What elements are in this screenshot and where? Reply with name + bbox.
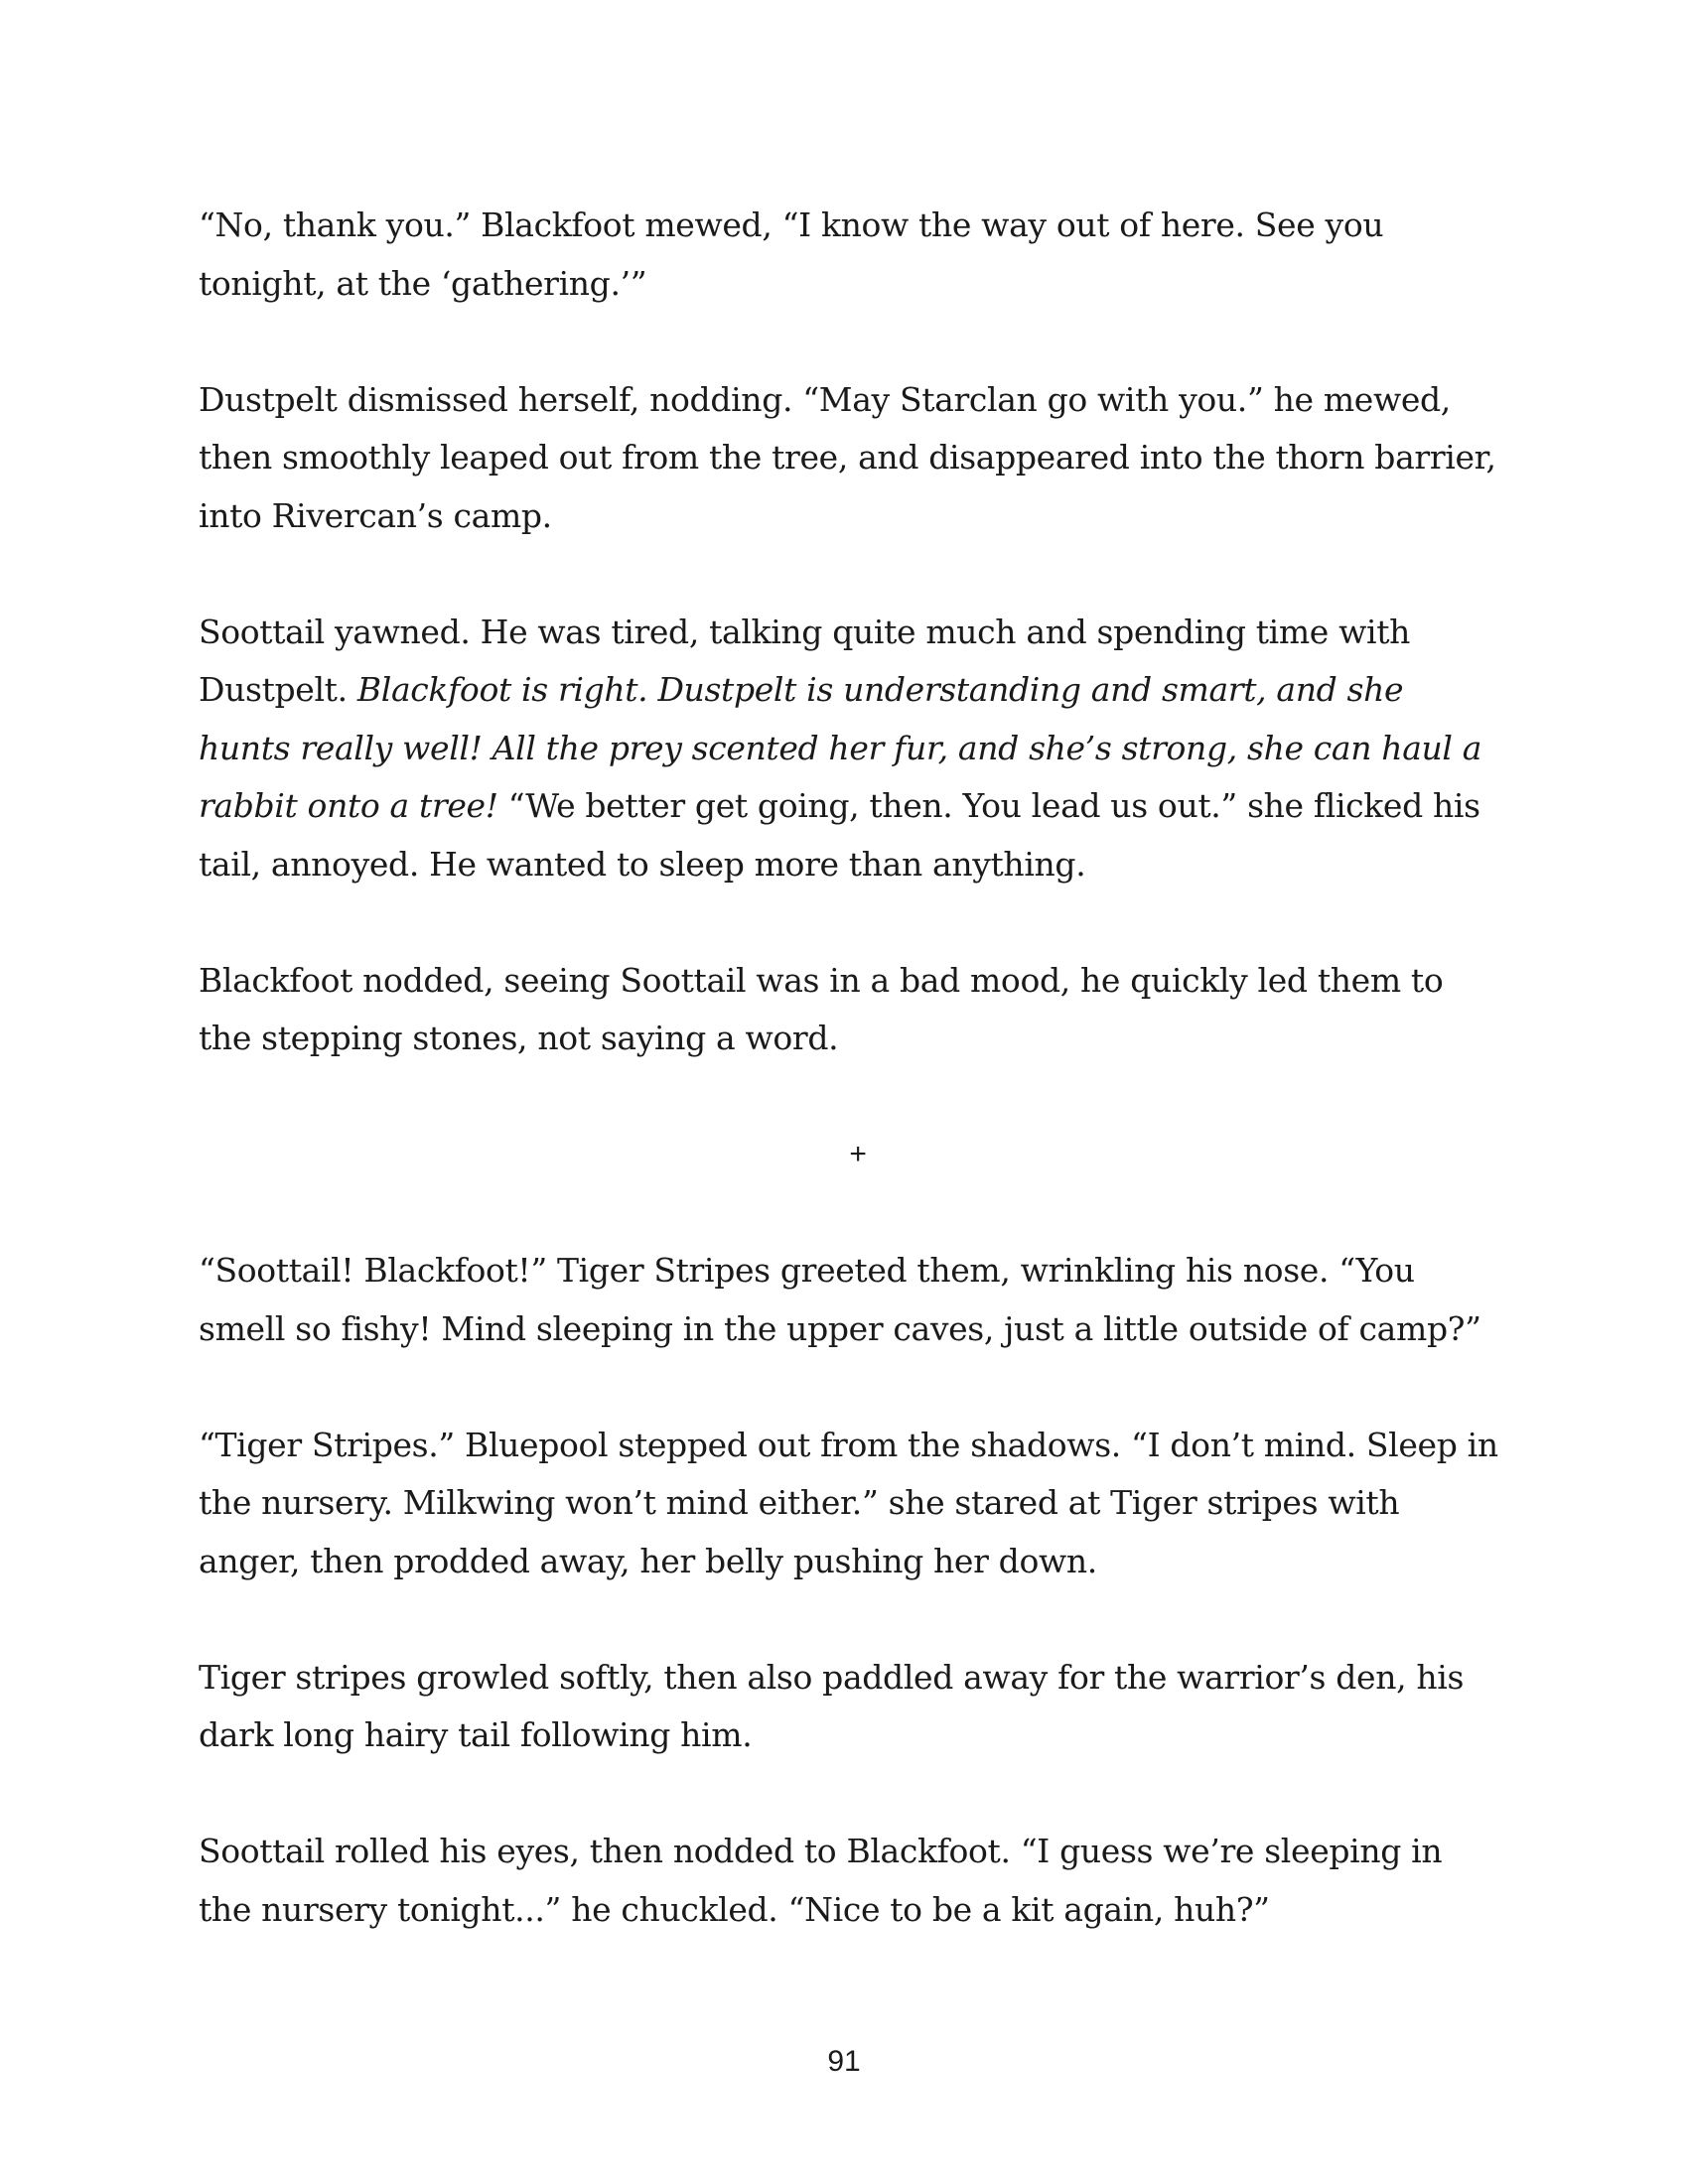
paragraph: “Tiger Stripes.” Bluepool stepped out from the shadows. “I don’t mind. Sleep in the nursery. Milkwing won’t mind either.” she stared at Tiger stripes with anger, then prodded away, her belly pushing her down. [199,1425,1498,1580]
page-number: 91 [827,2045,861,2078]
paragraph: Tiger stripes growled softly, then also paddled away for the warrior’s den, his dark long hairy tail following him. [199,1657,1465,1754]
paragraph: Blackfoot nodded, seeing Soottail was in a bad mood, he quickly led them to the stepping stones, not saying a word. [199,960,1444,1057]
paragraph-text: “We better get going, then. You lead us out.” she flicked his tail, annoyed. He wanted to sleep more than anything. [199,786,1480,884]
paragraph: Dustpelt dismissed herself, nodding. “May Starclan go with you.” he mewed, then smoothly leaped out from the tree, and disappeared into the thorn barrier, into Rivercan’s camp. [199,379,1496,535]
body-text [199,197,1499,1997]
paragraph [199,604,1499,894]
paragraph: “Soottail! Blackfoot!” Tiger Stripes greeted them, wrinkling his nose. “You smell so fishy! Mind sleeping in the upper caves, just a little outside of camp?” [199,1251,1481,1348]
scene-break: + [849,1138,867,1170]
paragraph: “No, thank you.” Blackfoot mewed, “I know the way out of here. See you tonight, at the ‘gathering.’” [199,205,1384,303]
italic-thought: Blackfoot is right. Dustpelt is understanding and smart, and she hunts really well! All the prey scented her fur, and she’s strong, she can haul a rabbit onto a tree! [199,670,1482,825]
paragraph-text: Soottail yawned. He was tired, talking quite much and spending time with Dustpelt. [199,612,1411,709]
paragraph: Soottail rolled his eyes, then nodded to Blackfoot. “I guess we’re sleeping in the nursery tonight...” he chuckled. “Nice to be a kit again, huh?” [199,1832,1443,1929]
